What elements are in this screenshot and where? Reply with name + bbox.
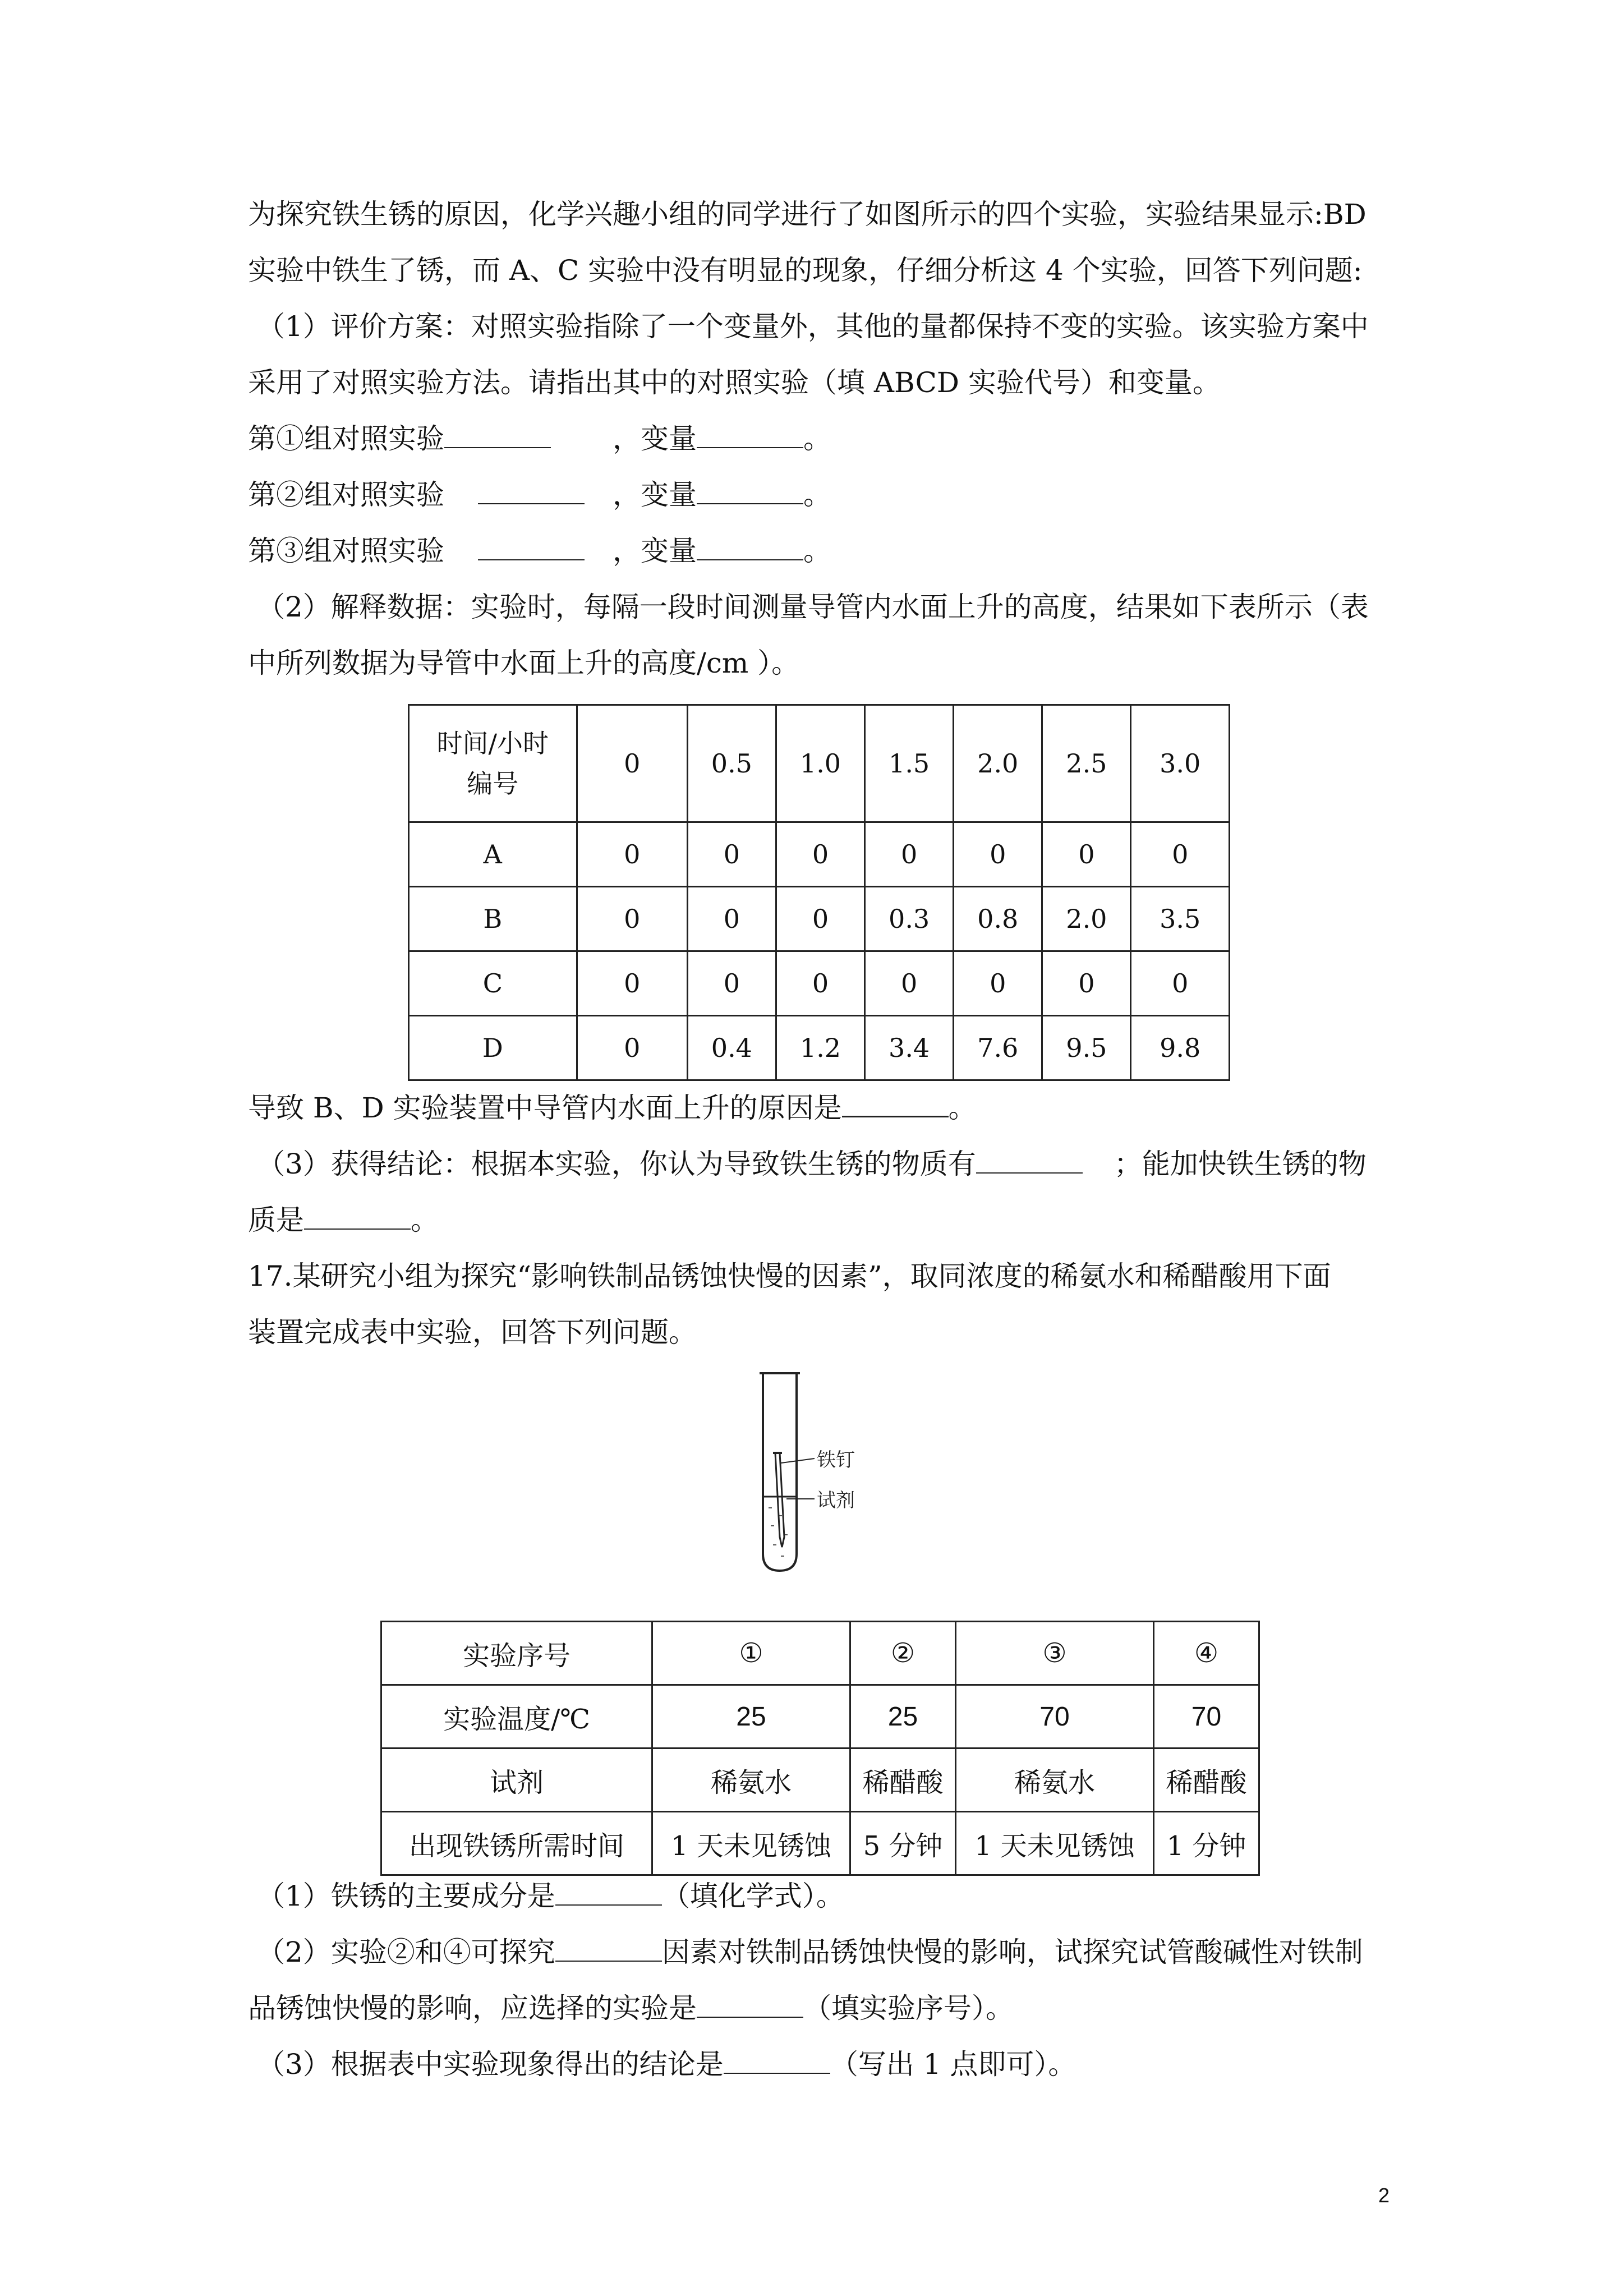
cell: ④ — [1154, 1622, 1259, 1685]
water-rise-table — [408, 704, 1230, 1081]
cell: 9.5 — [1042, 1016, 1131, 1080]
cell: 3.5 — [1131, 887, 1230, 951]
q16-intro-line1: 为探究铁生锈的原因，化学兴趣小组的同学进行了如图所示的四个实验，实验结果显示:BD — [248, 198, 1367, 231]
q17-part2-text-b: 因素对铁制品锈蚀快慢的影响，试探究试管酸碱性对铁制 — [661, 1936, 1363, 1968]
after-table-blank — [842, 1092, 949, 1117]
q17-part2-blank-b — [697, 1993, 803, 2018]
q17-part1-blank — [555, 1881, 662, 1906]
group1-var-blank — [697, 424, 803, 448]
part3-blank-a — [976, 1149, 1083, 1174]
cell: 稀氨水 — [652, 1749, 850, 1812]
cell: 0 — [865, 822, 954, 887]
test-tube-outline — [763, 1373, 797, 1571]
part3-text-c: 质是 — [248, 1204, 304, 1236]
row-id: A — [409, 822, 577, 887]
cell: 0 — [954, 951, 1042, 1016]
cell: 1 天未见锈蚀 — [652, 1812, 850, 1875]
cell: 0 — [1131, 822, 1230, 887]
cell: 0 — [577, 887, 687, 951]
row-label: 试剂 — [381, 1749, 652, 1812]
q16-after-table — [248, 1091, 977, 1125]
q16-group3-row — [248, 534, 831, 568]
cell: 1.2 — [776, 1016, 864, 1080]
cell: 0 — [577, 951, 687, 1016]
row-label: 出现铁锈所需时间 — [381, 1812, 652, 1875]
q17-part2-blank-a — [555, 1937, 662, 1962]
table-row — [381, 1622, 1259, 1685]
q17-part1-text-a: （1）铁锈的主要成分是 — [257, 1880, 555, 1912]
q17-part3-blank — [724, 2049, 830, 2074]
cell: ② — [850, 1622, 956, 1685]
q16-part2-line1: （2）解释数据：实验时，每隔一段时间测量导管内水面上升的高度，结果如下表所示（表 — [257, 591, 1369, 623]
cell: 25 — [850, 1685, 956, 1749]
cell: 0 — [776, 822, 864, 887]
group2-label: 第②组对照实验 — [248, 478, 444, 511]
cell: 0 — [776, 887, 864, 951]
part3-text-b: ；能加快铁生锈的物 — [1114, 1148, 1367, 1180]
table-row — [381, 1749, 1259, 1812]
table1-time-header: 1.0 — [776, 705, 864, 822]
cell: 0 — [577, 1016, 687, 1080]
q17-part3-text-a: （3）根据表中实验现象得出的结论是 — [257, 2048, 724, 2081]
cell: 9.8 — [1131, 1016, 1230, 1080]
cell: ③ — [956, 1622, 1154, 1685]
table-row — [409, 951, 1230, 1016]
q17-part2-text-a: （2）实验②和④可探究 — [257, 1936, 555, 1968]
cell: 0.4 — [687, 1016, 776, 1080]
group2-period: 。 — [803, 478, 831, 511]
part3-text-a: （3）获得结论：根据本实验，你认为导致铁生锈的物质有 — [257, 1148, 976, 1180]
cell: 0 — [1042, 822, 1131, 887]
cell: 0.8 — [954, 887, 1042, 951]
table1-time-header: 0.5 — [687, 705, 776, 822]
q17-part1 — [257, 1879, 844, 1913]
table-row — [381, 1812, 1259, 1875]
q17-intro-line1: 17.某研究小组为探究“影响铁制品锈蚀快慢的因素”，取同浓度的稀氨水和稀醋酸用下面 — [248, 1260, 1331, 1292]
cell: 0 — [687, 951, 776, 1016]
q17-part3 — [257, 2047, 1076, 2081]
q17-part3-text-b: （写出 1 点即可）。 — [830, 2048, 1076, 2081]
cell: 0 — [776, 951, 864, 1016]
q17-part2-text-c: 品锈蚀快慢的影响，应选择的实验是 — [248, 1992, 697, 2024]
row-id: D — [409, 1016, 577, 1080]
group3-var-blank — [697, 536, 803, 560]
cell: 稀醋酸 — [1154, 1749, 1259, 1812]
cell: 1 天未见锈蚀 — [956, 1812, 1154, 1875]
reagent-label: 试剂 — [817, 1489, 855, 1512]
q17-part2-line1 — [257, 1935, 1363, 1969]
part3-blank-b — [304, 1205, 411, 1230]
cell: 0 — [687, 887, 776, 951]
q16-part1-line1: （1）评价方案：对照实验指除了一个变量外，其他的量都保持不变的实验。该实验方案中 — [257, 310, 1369, 343]
table-row — [381, 1685, 1259, 1749]
q16-part2-line2: 中所列数据为导管中水面上升的高度/cm ）。 — [248, 647, 800, 679]
cell: 70 — [1154, 1685, 1259, 1749]
cell: 稀醋酸 — [850, 1749, 956, 1812]
group2-var-blank — [697, 480, 803, 504]
cell: 2.0 — [1042, 887, 1131, 951]
nail-label: 铁钉 — [817, 1449, 855, 1471]
cell: 0.3 — [865, 887, 954, 951]
test-tube-figure — [752, 1369, 898, 1576]
cell: 3.4 — [865, 1016, 954, 1080]
header-id-label: 编号 — [467, 769, 519, 799]
q16-part3-line1 — [257, 1147, 1367, 1181]
table1-time-header: 0 — [577, 705, 687, 822]
q17-part2-line2 — [248, 1991, 1014, 2025]
group3-label: 第③组对照实验 — [248, 535, 444, 567]
part3-period: 。 — [411, 1204, 439, 1236]
cell: 25 — [652, 1685, 850, 1749]
table-row — [409, 822, 1230, 887]
table1-time-header: 2.0 — [954, 705, 1042, 822]
group1-period: 。 — [803, 422, 831, 455]
row-id: C — [409, 951, 577, 1016]
cell: 0 — [1042, 951, 1131, 1016]
group3-var-label: ，变量 — [613, 535, 697, 567]
q16-part1-line2: 采用了对照实验方法。请指出其中的对照实验（填 ABCD 实验代号）和变量。 — [248, 366, 1221, 399]
group1-blank — [444, 424, 551, 448]
group1-var-label: ，变量 — [613, 422, 697, 455]
row-id: B — [409, 887, 577, 951]
cell: 70 — [956, 1685, 1154, 1749]
cell: 0 — [865, 951, 954, 1016]
row-label: 实验序号 — [381, 1622, 652, 1685]
group2-blank — [478, 480, 585, 504]
table1-time-header: 1.5 — [865, 705, 954, 822]
header-time-label: 时间/小时 — [436, 728, 549, 758]
table1-time-header: 3.0 — [1131, 705, 1230, 822]
q16-intro-line2: 实验中铁生了锈，而 A、C 实验中没有明显的现象，仔细分析这 4 个实验，回答下列问题: — [248, 254, 1363, 287]
after-table-text: 导致 B、D 实验装置中导管内水面上升的原因是 — [248, 1092, 842, 1124]
cell: 0 — [577, 822, 687, 887]
table1-time-header: 2.5 — [1042, 705, 1131, 822]
table1-corner-header — [409, 705, 577, 822]
iron-nail-shape — [775, 1453, 784, 1547]
cell: 1 分钟 — [1154, 1812, 1259, 1875]
cell: 7.6 — [954, 1016, 1042, 1080]
group3-period: 。 — [803, 535, 831, 567]
q16-group2-row — [248, 478, 831, 512]
cell: 0 — [954, 822, 1042, 887]
page-number: 2 — [1378, 2184, 1390, 2207]
rust-experiment-table — [380, 1621, 1260, 1876]
q17-intro-line2: 装置完成表中实验，回答下列问题。 — [248, 1316, 697, 1349]
group1-label: 第①组对照实验 — [248, 422, 444, 455]
group3-blank — [478, 536, 585, 560]
q16-group1-row — [248, 422, 831, 455]
after-table-period: 。 — [948, 1092, 977, 1124]
cell: 稀氨水 — [956, 1749, 1154, 1812]
row-label: 实验温度/℃ — [381, 1685, 652, 1749]
q17-part1-text-b: （填化学式）。 — [661, 1880, 844, 1912]
cell: 5 分钟 — [850, 1812, 956, 1875]
cell: 0 — [1131, 951, 1230, 1016]
table-row — [409, 1016, 1230, 1080]
q17-part2-text-d: （填实验序号）。 — [803, 1992, 1014, 2024]
cell: 0 — [687, 822, 776, 887]
group2-var-label: ，变量 — [613, 478, 697, 511]
table-row — [409, 887, 1230, 951]
q16-part3-line2 — [248, 1203, 439, 1237]
cell: ① — [652, 1622, 850, 1685]
